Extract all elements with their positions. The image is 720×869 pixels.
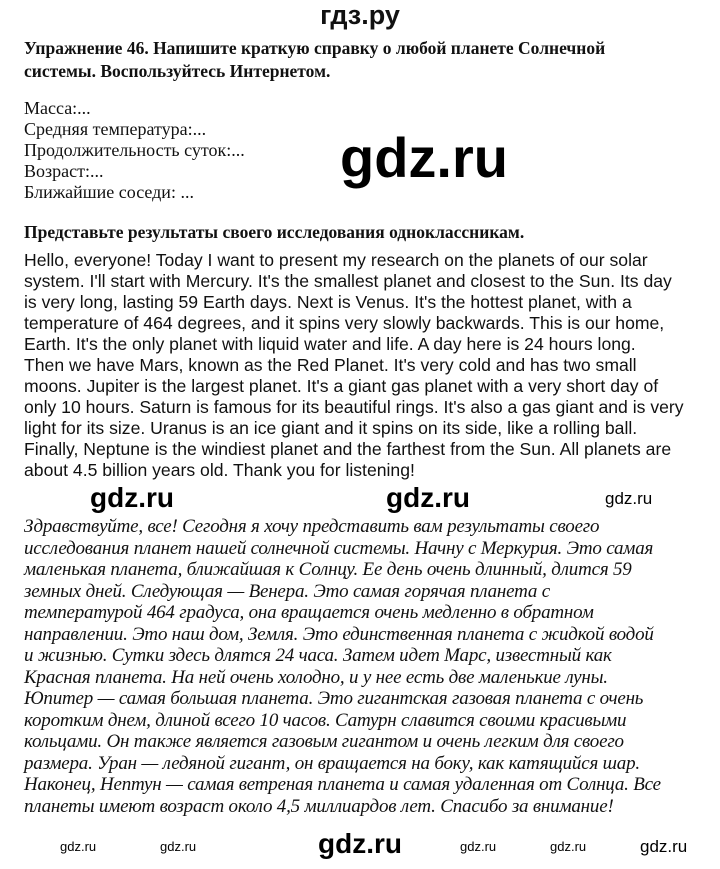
watermark: gdz.ru	[90, 482, 174, 513]
russian-line: Наконец, Нептун — самая ветреная планета и самая удаленная от Солнца. Все	[24, 774, 661, 795]
task-heading-line-2: системы. Воспользуйтесь Интернетом.	[24, 61, 331, 81]
watermark: gdz.ru	[340, 126, 508, 189]
russian-line: земных дней. Следующая — Венера. Это самая горячая планета с	[24, 580, 550, 602]
task-item-day-length: Продолжительность суток:...	[24, 140, 245, 160]
task-item-neighbours: Ближайшие соседи: ...	[24, 182, 194, 202]
watermark: gdz.ru	[386, 482, 470, 513]
russian-line: коротким днем, длиной всего 10 часов. Сатурн славится своими красивыми	[24, 709, 627, 731]
task-subheading: Представьте результаты своего исследования одноклассникам.	[24, 222, 525, 242]
russian-line: размера. Уран — ледяной гигант, он вращается на боку, как катящийся шар.	[24, 752, 640, 774]
english-line: light for its size. Uranus is an ice giant and it spins on its side, like a rolling ball.	[24, 418, 638, 438]
watermark: gdz.ru	[318, 828, 402, 859]
russian-line: температурой 464 градуса, она вращается очень медленно в обратном	[24, 602, 594, 623]
site-title: гдз.ру	[320, 0, 400, 30]
russian-line: направлении. Это наш дом, Земля. Это единственная планета с жидкой водой	[24, 623, 654, 645]
english-line: Earth. It's the only planet with liquid water and life. A day here is 24 hours long.	[24, 334, 636, 354]
russian-line: Здравствуйте, все! Сегодня я хочу представить вам результаты своего	[24, 516, 600, 537]
russian-line: исследования планет нашей солнечной системы. Начну с Меркурия. Это самая	[24, 537, 654, 559]
russian-line: кольцами. Он также является газовым гигантом и очень легким для своего	[24, 731, 624, 752]
russian-line: планеты имеют возраст около 4,5 миллиардов лет. Спасибо за внимание!	[24, 795, 614, 817]
task-heading-line-1: Упражнение 46. Напишите краткую справку о любой планете Солнечной	[24, 38, 606, 58]
task-item-temperature: Средняя температура:...	[24, 119, 207, 139]
russian-line: и жизнью. Сутки здесь длятся 24 часа. Затем идет Марс, известный как	[24, 645, 612, 666]
watermark: gdz.ru	[460, 839, 497, 854]
watermark: gdz.ru	[160, 839, 197, 854]
russian-line: Красная планета. На ней очень холодно, и у нее есть две маленькие луны.	[24, 666, 608, 688]
watermark: gdz.ru	[60, 839, 97, 854]
watermark: gdz.ru	[550, 839, 587, 854]
english-line: Finally, Neptune is the windiest planet and the farthest from the Sun. All planets are	[24, 439, 672, 459]
english-line: temperature of 464 degrees, and it spins very slowly backwards. This is our home,	[24, 313, 665, 333]
english-line: Then we have Mars, known as the Red Planet. It's very cold and has two small	[24, 355, 637, 375]
english-line: only 10 hours. Saturn is famous for its beautiful rings. It's also a gas giant and is very	[24, 397, 684, 417]
task-item-mass: Масса:...	[24, 98, 91, 118]
watermark: gdz.ru	[640, 837, 688, 856]
task-item-age: Возраст:...	[24, 161, 104, 181]
english-line: is very long, lasting 59 Earth days. Next is Venus. It's the hottest planet, with a	[24, 292, 632, 312]
russian-line: Юпитер — самая большая планета. Это гигантская газовая планета с очень	[24, 688, 644, 709]
watermark: gdz.ru	[605, 489, 653, 508]
russian-line: маленькая планета, ближайшая к Солнцу. Ее день очень длинный, длится 59	[24, 559, 632, 580]
english-line: Hello, everyone! Today I want to present my research on the planets of our solar	[24, 250, 648, 270]
english-line: moons. Jupiter is the largest planet. It's a giant gas planet with a very short day of	[24, 376, 659, 396]
english-line: about 4.5 billion years old. Thank you for listening!	[24, 460, 415, 480]
english-line: system. I'll start with Mercury. It's the smallest planet and closest to the Sun. Its day	[24, 271, 672, 291]
